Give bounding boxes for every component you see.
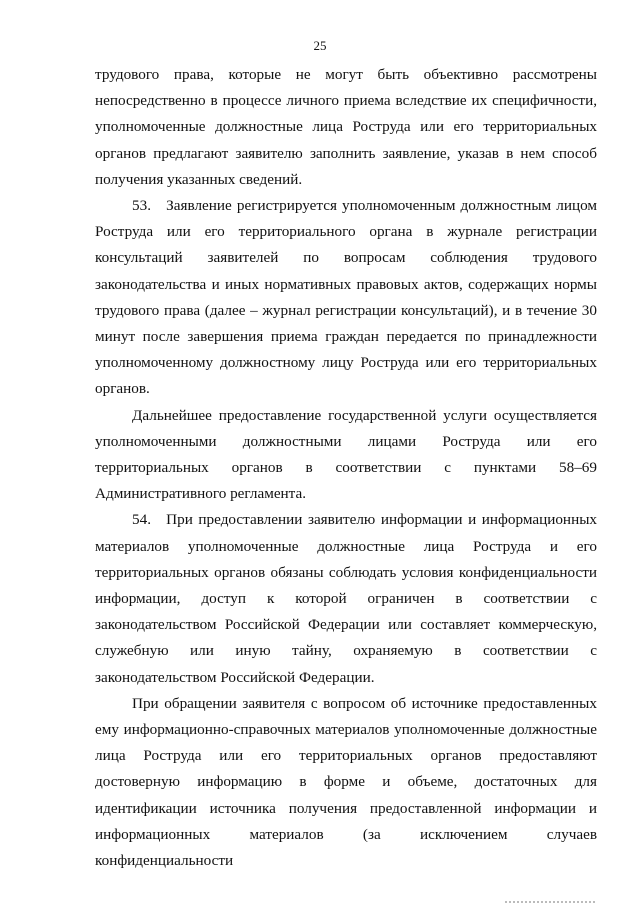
paragraph-54: 54. При предоставлении заявителю информации и информационных материалов уполномоченные должностные лица Роструда и его территориальных органов обязаны соблюдать условия конфиденциальности информации, доступ к которой ограничен в соответствии с законодательством Российской Федерации или составляет коммерческую, служебную или иную тайну, охраняемую в соответствии с законодательством Российской Федерации. [95,511,597,686]
scan-artifact [505,899,595,903]
paragraph-continuation: трудового права, которые не могут быть объективно рассмотрены непосредственно в процессе личного приема вследствие их специфичности, уполномоченные должностные лица Роструда или его территориальных органов предлагают заявителю заполнить заявление, указав в нем способ получения указанных сведений. [95,66,597,188]
paragraph-source-inquiry: При обращении заявителя с вопросом об источнике предоставленных ему информационно-справочных материалов уполномоченные должностные лица Роструда или его территориальных органов предоставляют достоверную информацию в форме и объеме, достаточных для идентификации источника получения предоставленной информации и информационных материалов (за исключением случаев конфиденциальности [95,694,597,870]
paragraph-further-provision: Дальнейшее предоставление государственной услуги осуществляется уполномоченными должностными лицами Роструда или его территориальных органов в соответствии с пунктами 58–69 Административного регламента. [95,406,597,503]
paragraph-53: 53. Заявление регистрируется уполномоченным должностным лицом Роструда или его территориального органа в журнале регистрации консультаций заявителей по вопросам соблюдения трудового законодательства и иных нормативных правовых актов, содержащих нормы трудового права (далее – журнал регистрации консультаций), и в течение 30 минут после завершения приема граждан передается по принадлежности уполномоченному должностному лицу Роструда или его территориальных органов. [95,197,597,398]
page-number: 25 [313,38,327,53]
document-body [95,62,597,874]
